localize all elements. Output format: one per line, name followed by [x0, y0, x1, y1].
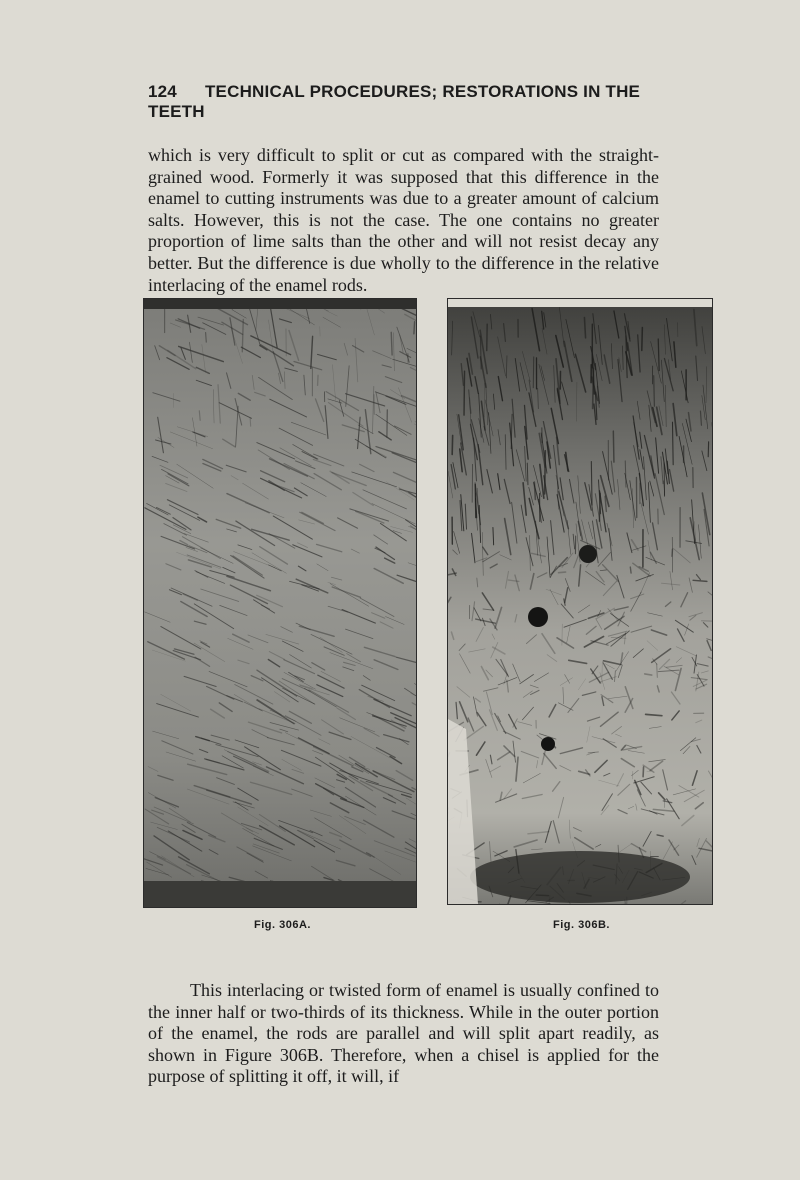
- running-title: TECHNICAL PROCEDURES; RESTORATIONS IN THE TEETH: [148, 82, 641, 121]
- running-header: [148, 82, 658, 122]
- page-number: 124: [148, 82, 177, 101]
- paragraph-bottom: This interlacing or twisted form of enamel is usually confined to the inner half or two-thirds of its thickness. While in the outer portion of the enamel, the rods are parallel and will split apart readily, as shown in Figure 306B. Therefore, when a chisel is applied for the purpose of splitting it off, it will, if: [148, 980, 659, 1087]
- figure-306b-photomicrograph: [447, 298, 713, 905]
- figure-306a-photomicrograph: [143, 298, 417, 908]
- figure-306a-caption: Fig. 306A.: [254, 919, 311, 931]
- figure-306b-caption: Fig. 306B.: [553, 919, 610, 931]
- paragraph-top: which is very difficult to split or cut as compared with the straight-grained wood. Formerly it was supposed that this difference in the enamel to cutting instruments was due to a greater amount of calcium salts. However, this is not the case. The one contains no greater proportion of lime salts than the other and will not resist decay any better. But the difference is due wholly to the difference in the relative interlacing of the enamel rods.: [148, 145, 659, 295]
